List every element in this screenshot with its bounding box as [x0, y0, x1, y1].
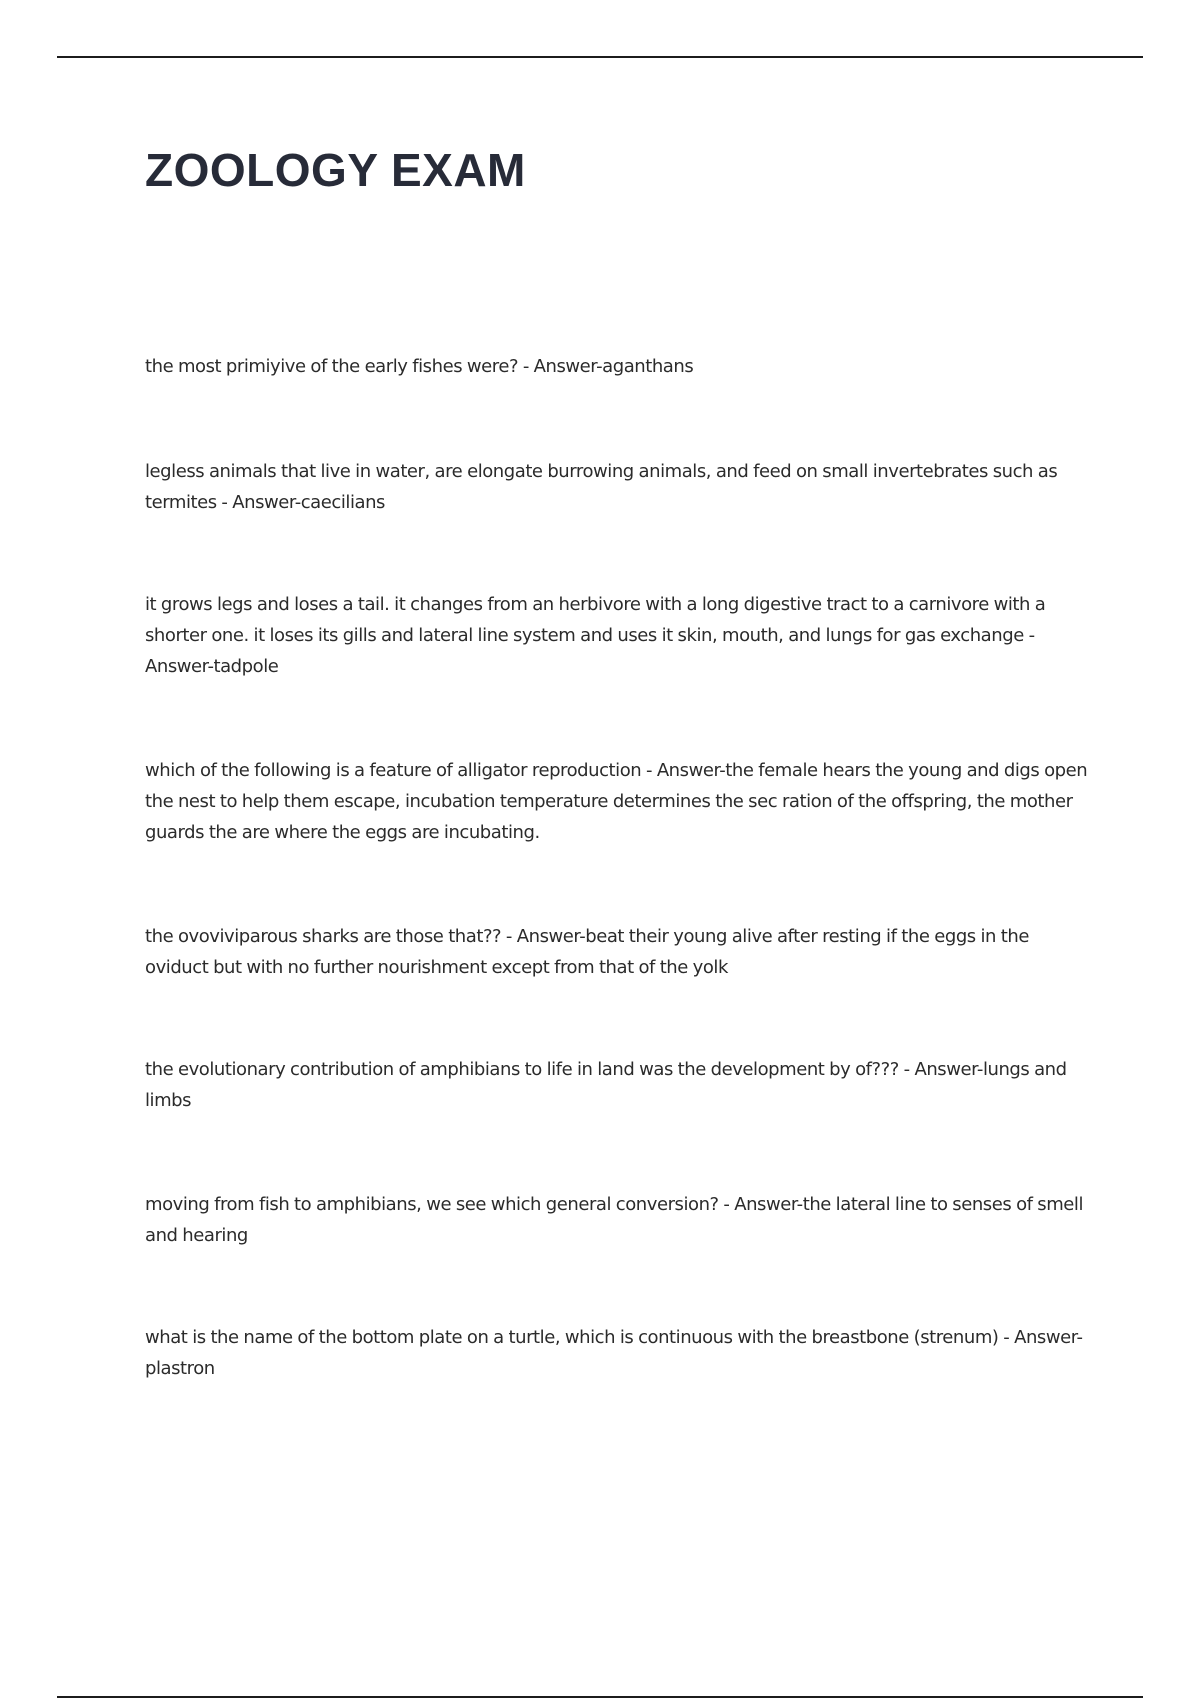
qa-item-3: it grows legs and loses a tail. it changes from an herbivore with a long digestive tract to a carnivore with a shorter one. it loses its gills and lateral line system and uses it skin, mouth, and lungs for gas exchange - Answer-tadpole [145, 594, 1046, 677]
qa-item-8: what is the name of the bottom plate on a turtle, which is continuous with the breastbone (strenum) - Answer-plastron [145, 1327, 1083, 1379]
qa-item-1: the most primiyive of the early fishes were? - Answer-aganthans [145, 356, 694, 377]
qa-item-2: legless animals that live in water, are elongate burrowing animals, and feed on small invertebrates such as termites - Answer-caecilians [145, 461, 1058, 513]
qa-item-7: moving from fish to amphibians, we see which general conversion? - Answer-the lateral line to senses of smell and hearing [145, 1194, 1084, 1246]
bottom-rule [57, 1696, 1143, 1698]
document-title: ZOOLOGY EXAM [145, 144, 526, 196]
qa-item-6: the evolutionary contribution of amphibians to life in land was the development by of??? - Answer-lungs and limbs [145, 1059, 1067, 1111]
qa-item-4: which of the following is a feature of alligator reproduction - Answer-the female hears the young and digs open the nest to help them escape, incubation temperature determines the sec ration of the offspring, the mother guards the are where the eggs are incubating. [145, 760, 1088, 843]
qa-item-5: the ovoviviparous sharks are those that?? - Answer-beat their young alive after resting if the eggs in the oviduct but with no further nourishment except from that of the yolk [145, 926, 1029, 978]
top-rule [57, 56, 1143, 58]
